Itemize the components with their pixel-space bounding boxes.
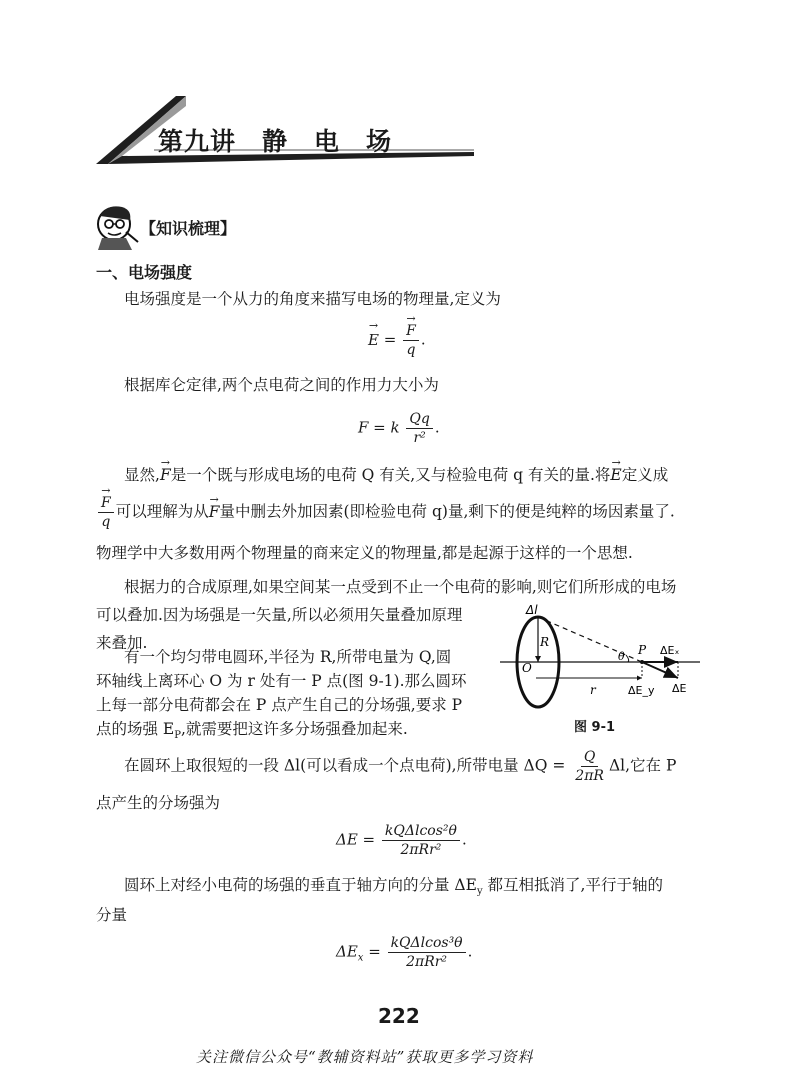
- paragraph: 有一个均匀带电圆环,半径为 R,所带电量为 Q,圆: [124, 648, 452, 666]
- label-point-p: P: [638, 643, 647, 657]
- formula-term: ΔE =: [336, 830, 376, 849]
- paragraph: → $\frac{F}{q}$ 可以理解为从→ F量中删去外加因素(即检验电荷 q)量,剩下的便是纯粹的场因素量了.: [96, 494, 675, 531]
- paragraph: 圆环上对经小电荷的场强的垂直于轴方向的分量 $\Delta E_y$ 都互相抵消了,平行于轴的: [124, 876, 663, 898]
- paragraph: 可以叠加.因为场强是一矢量,所以必须用矢量叠加原理: [96, 606, 463, 624]
- formula-fraction: [382, 822, 460, 859]
- formula-coulomb-law: [358, 410, 440, 447]
- fraction-numerator: → F: [403, 322, 419, 341]
- formula-fraction: [403, 322, 419, 359]
- paragraph: 物理学中大多数用两个物理量的商来定义的物理量,都是起源于这样的一个思想.: [96, 544, 633, 562]
- formula-term: F = k: [358, 418, 400, 437]
- formula-partial-field: [336, 822, 467, 859]
- paragraph: 来叠加.: [96, 634, 148, 652]
- formula-term: ΔE: [336, 942, 358, 961]
- formula-end: .: [467, 942, 473, 961]
- paragraph: 点的场强 $E_P$,就需要把这许多分场强叠加起来.: [96, 720, 408, 742]
- paragraph: 点产生的分场强为: [96, 794, 221, 812]
- formula-fraction: [572, 748, 607, 785]
- fraction-denominator: 2πRr²: [406, 954, 448, 970]
- fraction-denominator: 2πRr²: [400, 842, 442, 858]
- paragraph: 环轴线上离环心 O 为 r 处有一 P 点(图 9-1).那么圆环: [96, 672, 467, 690]
- teacher-cartoon-icon: [92, 202, 142, 252]
- page-number: 222: [378, 1004, 420, 1028]
- fraction-numerator: → F: [98, 494, 114, 513]
- knowledge-review-badge: 【知识梳理】: [140, 219, 237, 238]
- paragraph: 上每一部分电荷都会在 P 点产生自己的分场强,要求 P: [96, 696, 463, 714]
- formula-fraction: [406, 410, 432, 447]
- fraction-denominator: q: [406, 342, 416, 358]
- formula-operator: =: [383, 330, 397, 349]
- fraction-numerator: Qq: [406, 410, 432, 429]
- fraction-denominator: r²: [413, 430, 426, 446]
- formula-field-definition: [368, 322, 426, 359]
- inline-vector: → E: [610, 458, 621, 492]
- fraction-numerator: Q: [581, 748, 598, 767]
- page-title: 第九讲 静 电 场: [158, 127, 393, 156]
- ring-field-diagram: [500, 598, 706, 714]
- paragraph: 显然,→ F是一个既与形成电场的电荷 Q 有关,又与检验电荷 q 有关的量.将→ E定义成: [124, 458, 668, 492]
- formula-fraction: [388, 934, 466, 971]
- label-theta: θ: [618, 650, 625, 663]
- section-heading: 一、电场强度: [96, 263, 193, 282]
- label-delta-l: Δl: [526, 603, 538, 617]
- inline-vector: → F: [160, 458, 171, 492]
- formula-term: → E: [368, 331, 379, 349]
- label-radius: R: [540, 635, 550, 649]
- label-delta-e: ΔE: [672, 682, 687, 695]
- paragraph: 根据库仑定律,两个点电荷之间的作用力大小为: [124, 376, 439, 394]
- paragraph: 分量: [96, 906, 128, 924]
- footer-watermark: 关注微信公众号“教辅资料站”获取更多学习资料: [196, 1048, 534, 1066]
- formula-end: .: [420, 330, 426, 349]
- figure-caption: 图 9-1: [574, 720, 616, 735]
- label-delta-ex: ΔEₓ: [660, 644, 680, 657]
- formula-end: .: [434, 418, 440, 437]
- fraction-denominator: q: [101, 514, 111, 530]
- label-center: O: [522, 661, 532, 675]
- label-distance: r: [590, 683, 596, 697]
- fraction-numerator: kQΔlcos²θ: [382, 822, 460, 841]
- formula-end: .: [461, 830, 467, 849]
- paragraph: 根据力的合成原理,如果空间某一点受到不止一个电荷的影响,则它们所形成的电场: [124, 578, 677, 596]
- fraction-denominator: 2πR: [575, 768, 604, 784]
- formula-axial-component: $\Delta E_x$ = $\frac{\text{kQΔlcos³θ}}{\text{2πRr²}}$ .: [336, 935, 473, 970]
- fraction-numerator: kQΔlcos³θ: [388, 934, 466, 953]
- inline-vector: → F: [209, 495, 220, 529]
- paragraph: 电场强度是一个从力的角度来描写电场的物理量,定义为: [124, 290, 501, 308]
- paragraph: 在圆环上取很短的一段 Δl(可以看成一个点电荷),所带电量 ΔQ = $\frac{Q}{2\pi R}$ Δl,它在 P: [124, 749, 677, 784]
- label-delta-ey: ΔE_y: [628, 684, 655, 697]
- formula-fraction: [98, 494, 114, 531]
